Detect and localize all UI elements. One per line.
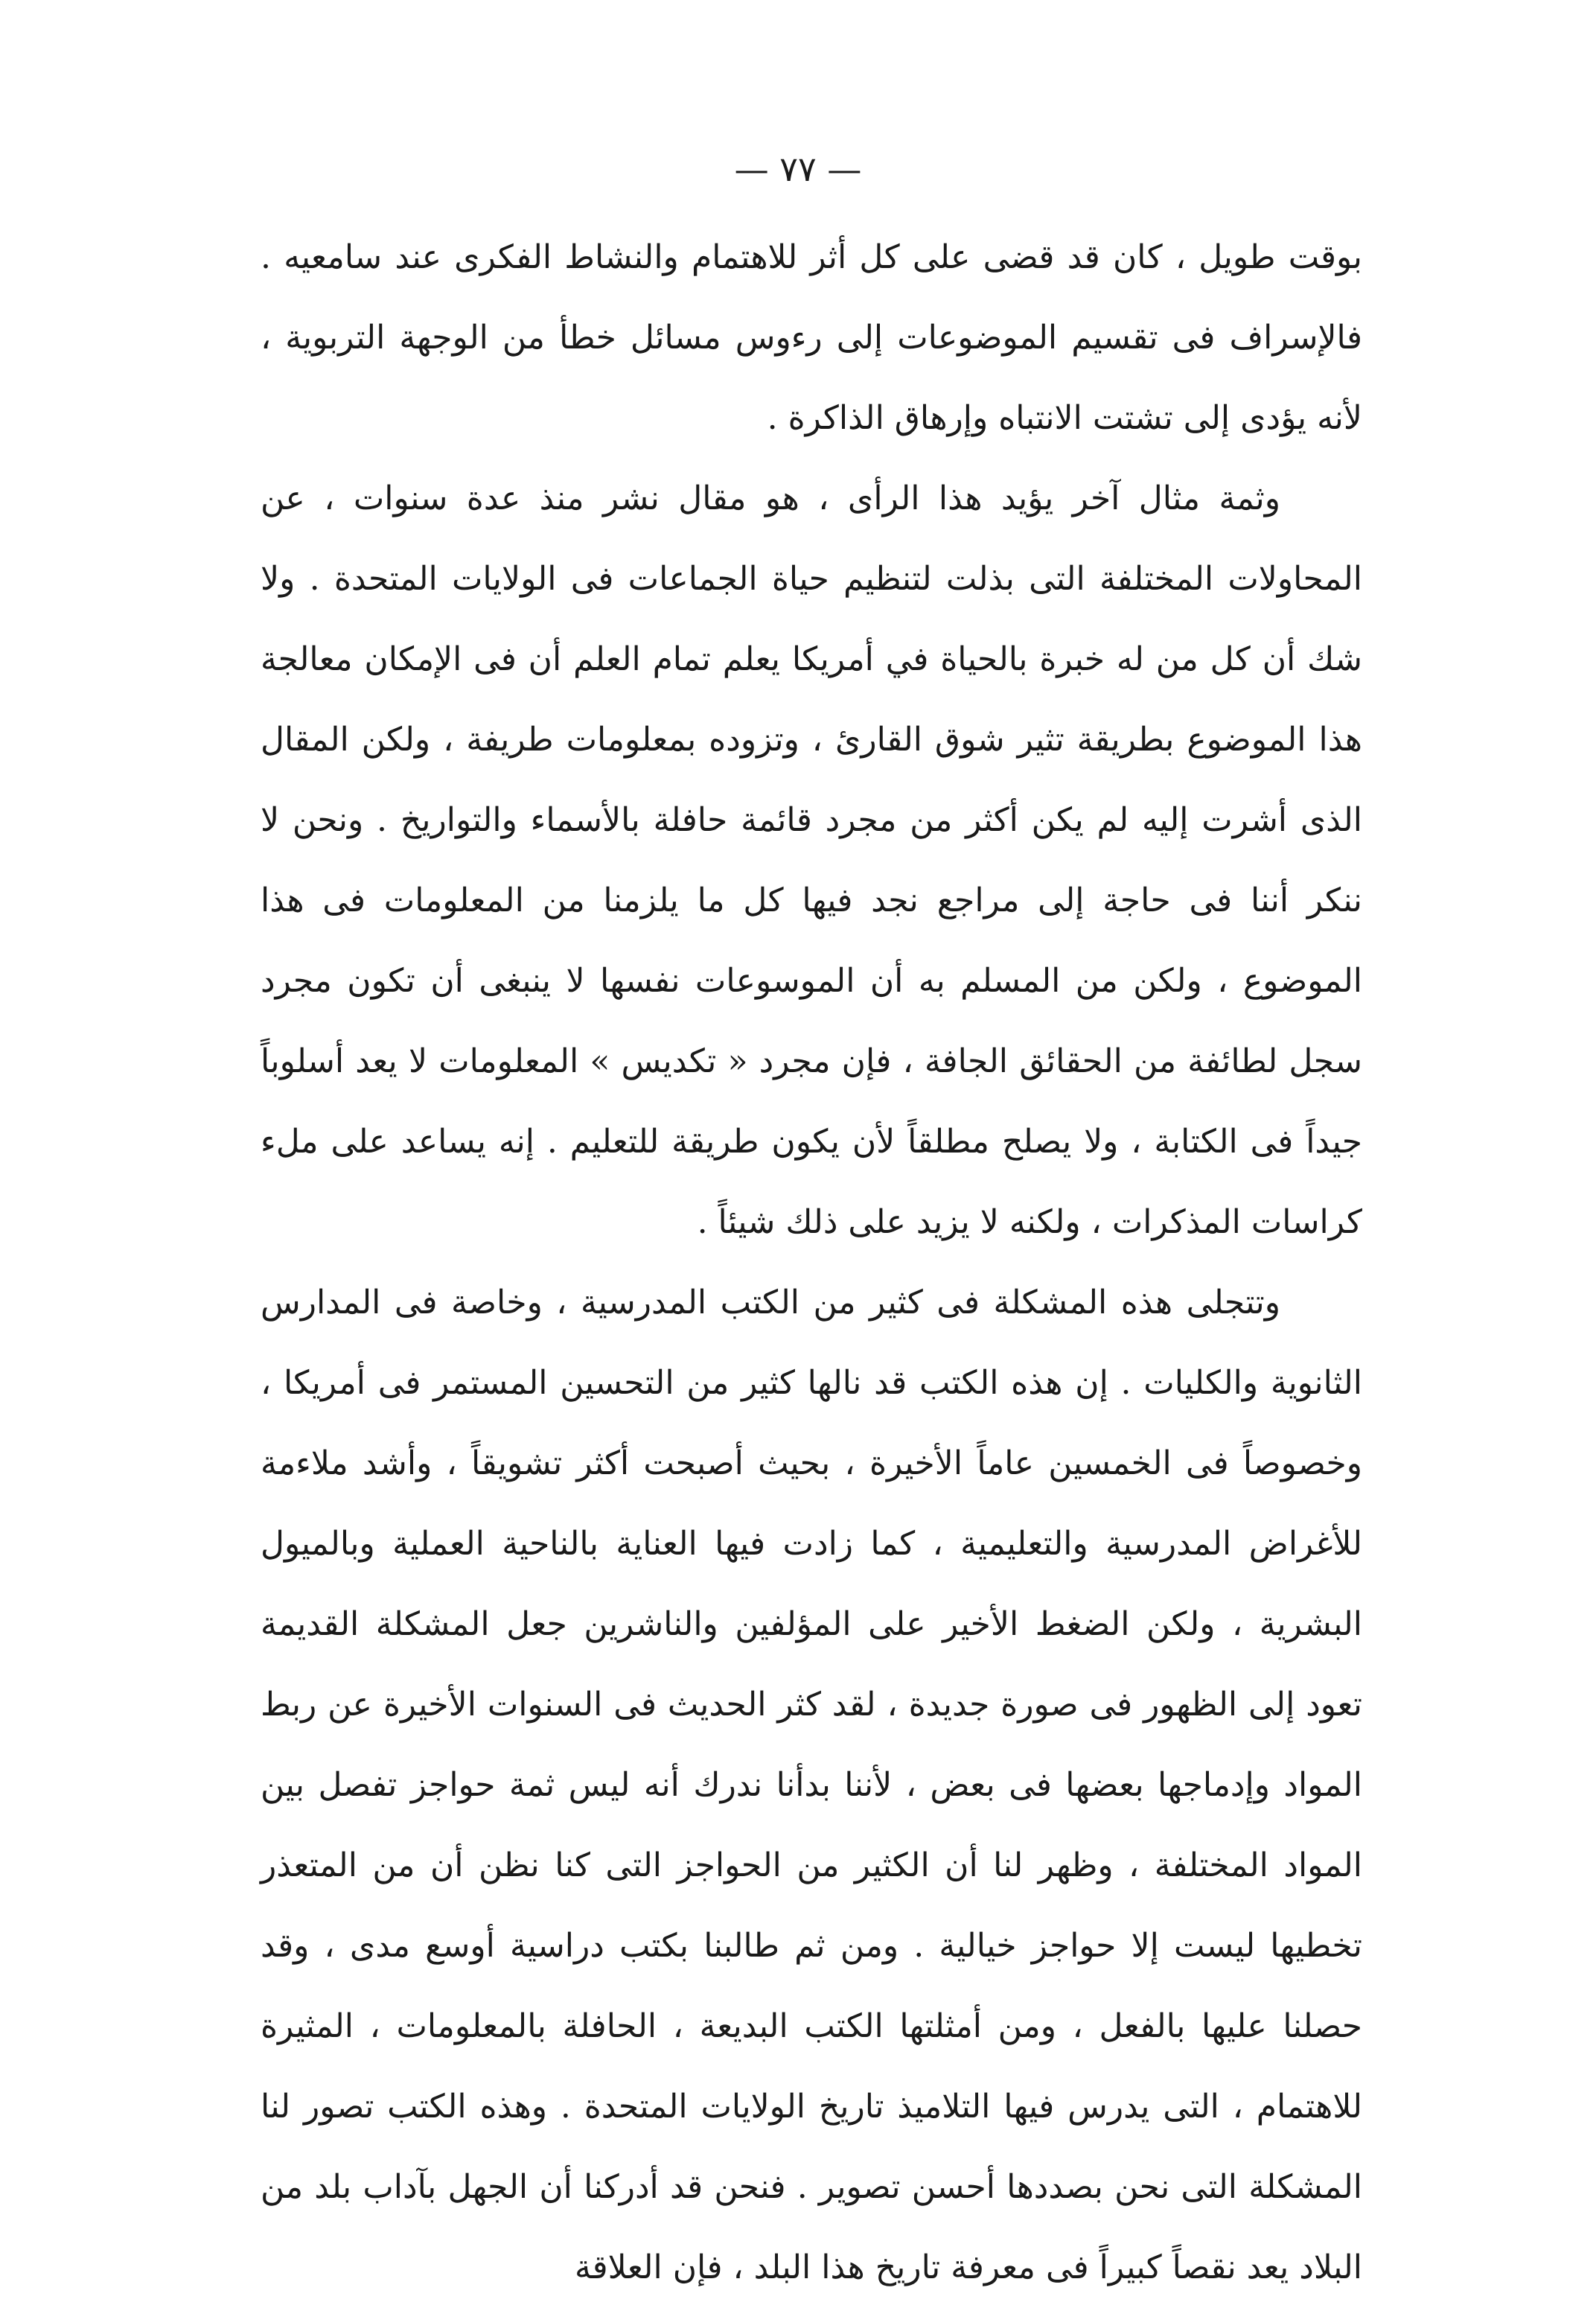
paragraph-3: وتتجلى هذه المشكلة فى كثير من الكتب المدرسية ، وخاصة فى المدارس الثانوية والكليات . إن هذه الكتب قد نالها كثير من التحسين المستمر فى أمريكا ، وخصوصاً فى الخمسين عاماً الأخيرة ، بحيث أصبحت أكثر تشويقاً ، وأشد ملاءمة للأغراض المدرسية والتعليمية ، كما زادت فيها العناية بالناحية العملية وبالميول البشرية ، ولكن الضغط الأخير على المؤلفين والناشرين جعل المشكلة القديمة تعود إلى الظهور فى صورة جديدة ، لقد كثر الحديث فى السنوات الأخيرة عن ربط المواد وإدماجها بعضها فى بعض ، لأننا بدأنا ندرك أنه ليس ثمة حواجز تفصل بين المواد المختلفة ، وظهر لنا أن الكثير من الحواجز التى كنا نظن أن من المتعذر تخطيها ليست إلا حواجز خيالية . ومن ثم طالبنا بكتب دراسية أوسع مدى ، وقد حصلنا عليها بالفعل ، ومن أمثلتها الكتب البديعة ، الحافلة بالمعلومات ، المثيرة للاهتمام ، التى يدرس فيها التلاميذ تاريخ الولايات المتحدة . وهذه الكتب تصور لنا المشكلة التى نحن بصددها أحسن تصوير . فنحن قد أدركنا أن الجهل بآداب بلد من البلاد يعد نقصاً كبيراً فى معرفة تاريخ هذا البلد ، فإن العلاقة	[261, 1284, 1363, 2286]
page-number: — ٧٧ —	[734, 149, 862, 189]
body-text	[261, 217, 1362, 2308]
paragraph-1: بوقت طويل ، كان قد قضى على كل أثر للاهتمام والنشاط الفكرى عند سامعيه . فالإسراف فى تقسيم الموضوعات إلى رءوس مسائل خطأ من الوجهة التربوية ، لأنه يؤدى إلى تشتت الانتباه وإرهاق الذاكرة .	[261, 238, 1362, 437]
paragraph-2: وثمة مثال آخر يؤيد هذا الرأى ، هو مقال نشر منذ عدة سنوات ، عن المحاولات المختلفة التى بذلت لتنظيم حياة الجماعات فى الولايات المتحدة . ولا شك أن كل من له خبرة بالحياة في أمريكا يعلم تمام العلم أن فى الإمكان معالجة هذا الموضوع بطريقة تثير شوق القارئ ، وتزوده بمعلومات طريفة ، ولكن المقال الذى أشرت إليه لم يكن أكثر من مجرد قائمة حافلة بالأسماء والتواريخ . ونحن لا ننكر أننا فى حاجة إلى مراجع نجد فيها كل ما يلزمنا من المعلومات فى هذا الموضوع ، ولكن من المسلم به أن الموسوعات نفسها لا ينبغى أن تكون مجرد سجل لطائفة من الحقائق الجافة ، فإن مجرد « تكديس » المعلومات لا يعد أسلوباً جيداً فى الكتابة ، ولا يصلح مطلقاً لأن يكون طريقة للتعليم . إنه يساعد على ملء كراسات المذكرات ، ولكنه لا يزيد على ذلك شيئاً .	[261, 479, 1363, 1241]
